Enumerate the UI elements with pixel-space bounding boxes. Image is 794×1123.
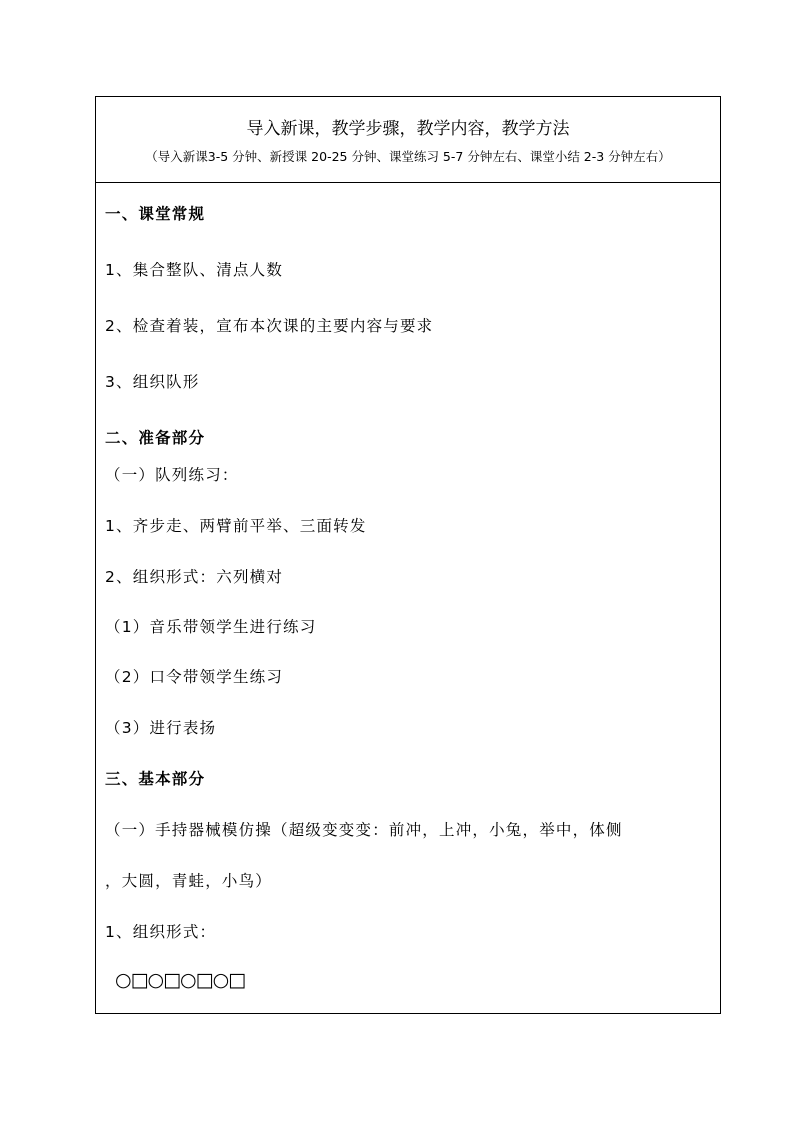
basic-subheading-line-2: ，大圆，青蛙，小鸟） xyxy=(105,872,273,890)
preparation-point-2: （2）口令带领学生练习 xyxy=(105,668,284,686)
routine-item-2: 2、检查着装，宣布本次课的主要内容与要求 xyxy=(105,317,434,335)
formation-diagram: ○□○□○□○□ xyxy=(115,969,246,991)
preparation-item-1: 1、齐步走、两臂前平举、三面转发 xyxy=(105,517,367,535)
preparation-subheading: （一）队列练习： xyxy=(105,466,239,484)
preparation-point-3: （3）进行表扬 xyxy=(105,719,217,737)
section-heading-routine: 一、课堂常规 xyxy=(105,205,206,223)
preparation-point-1: （1）音乐带领学生进行练习 xyxy=(105,618,317,636)
time-allocation-note: （导入新课3-5 分钟、新授课 20-25 分钟、课堂练习 5-7 分钟左右、课堂小结 2-3 分钟左右） xyxy=(145,149,671,164)
table-header xyxy=(96,97,720,183)
basic-item-1: 1、组织形式： xyxy=(105,923,217,941)
section-heading-preparation: 二、准备部分 xyxy=(105,429,206,447)
lesson-plan-table xyxy=(95,96,721,1014)
section-heading-basic: 三、基本部分 xyxy=(105,770,206,788)
routine-item-1: 1、集合整队、清点人数 xyxy=(105,261,284,279)
page-title: 导入新课，教学步骤，教学内容，教学方法 xyxy=(246,119,570,139)
preparation-item-2: 2、组织形式：六列横对 xyxy=(105,568,284,586)
routine-item-3: 3、组织队形 xyxy=(105,373,200,391)
basic-subheading-line-1: （一）手持器械模仿操（超级变变变：前冲，上冲，小兔，举中，体侧 xyxy=(105,821,623,839)
